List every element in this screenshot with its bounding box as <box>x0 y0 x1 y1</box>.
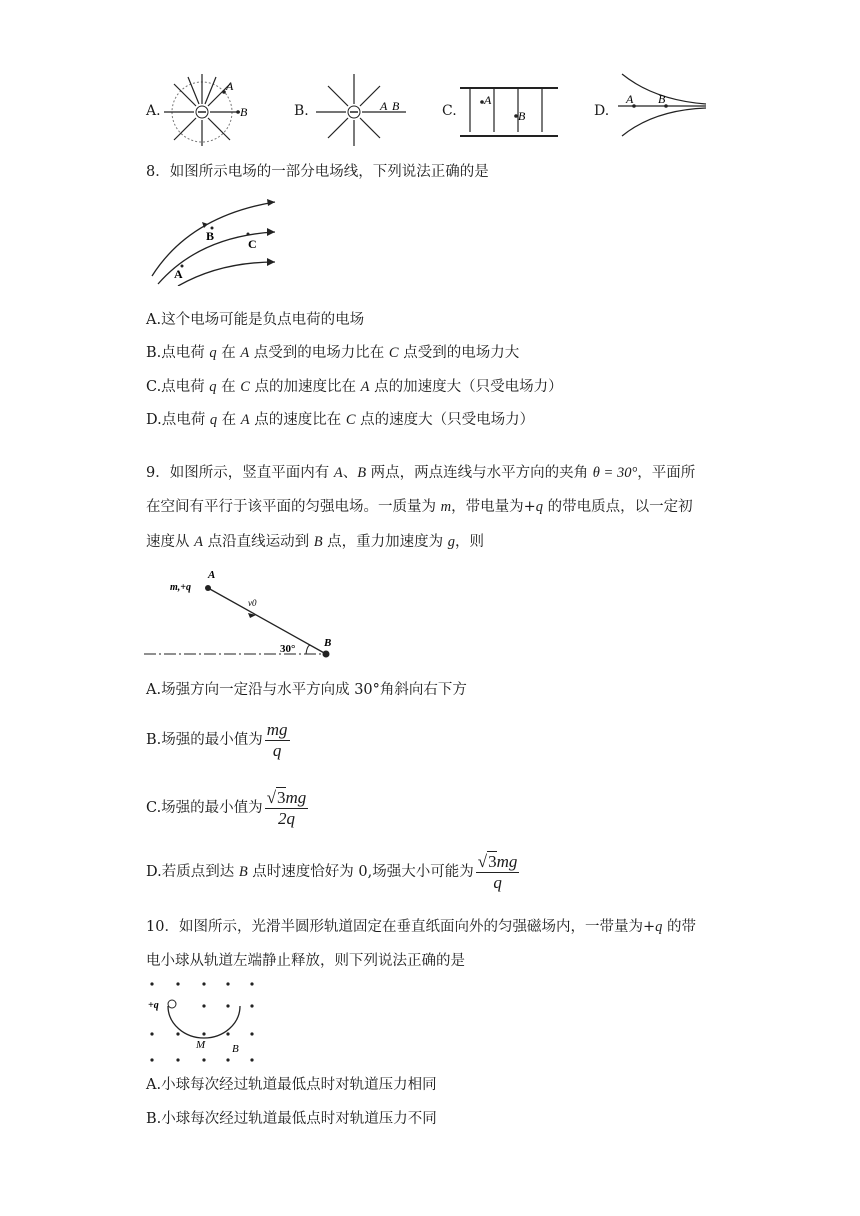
q7-figure-c <box>460 86 560 140</box>
q7-b-point-a: A <box>380 99 388 113</box>
q7-option-row <box>0 60 860 150</box>
q7-b-point-b: B <box>392 99 400 113</box>
q9-option-d: D.若质点到达 B 点时速度恰好为 0,场强大小可能为 $\frac{√3mg}{q}$ <box>146 851 518 892</box>
q9-option-a: A.场强方向一定沿与水平方向成 30°角斜向右下方 <box>146 682 467 698</box>
q9-label-angle: 30° <box>280 643 296 655</box>
q8-option-a: A.这个电场可能是负点电荷的电场 <box>146 312 365 328</box>
q7-option-d-label: D. <box>594 103 610 119</box>
q10-stem-line-1: 10．如图所示，光滑半圆形轨道固定在垂直纸面向外的匀强磁场内，一带量为+q 的带 <box>146 919 696 935</box>
q9-option-c: C.场强的最小值为 $\frac{√3mg}{2q}$ <box>146 787 307 828</box>
q8-label-c: C <box>248 237 257 251</box>
q9-option-c-fraction: $\frac{√3mg}{2q}$ <box>266 787 307 828</box>
q10-label-m: M <box>196 1039 206 1051</box>
q7-figure-b <box>314 70 410 146</box>
q8-option-c: C.点电荷 q 在 C 点的加速度比在 A 点的加速度大（只受电场力） <box>146 379 563 395</box>
q8-label-b: B <box>206 229 215 243</box>
q7-c-point-a: A <box>484 93 492 107</box>
q9-label-mass: m,+q <box>170 582 191 593</box>
q7-a-point-a: A <box>226 79 234 93</box>
q8-stem: 8．如图所示电场的一部分电场线，下列说法正确的是 <box>146 164 489 180</box>
q9-label-a: A <box>208 569 216 581</box>
q8-option-b: B.点电荷 q 在 A 点受到的电场力比在 C 点受到的电场力大 <box>146 345 520 361</box>
q7-c-point-b: B <box>518 109 526 123</box>
q9-incline-figure <box>144 566 344 662</box>
q7-a-point-b: B <box>240 105 248 119</box>
q10-label-charge: +q <box>148 1000 159 1011</box>
q9-stem-line-2: 在空间有平行于该平面的匀强电场。一质量为 m，带电量为+q 的带电质点，以一定初 <box>146 499 693 515</box>
q9-label-v0: v0 <box>248 598 257 608</box>
q9-option-d-fraction: $\frac{√3mg}{q}$ <box>477 851 518 892</box>
q7-d-point-b: B <box>658 92 666 106</box>
q9-stem-line-1: 9．如图所示，竖直平面内有 A、B 两点，两点连线与水平方向的夹角 θ = 30°，平面所 <box>146 465 696 481</box>
q7-option-a-label: A. <box>146 103 161 119</box>
q8-option-d: D.点电荷 q 在 A 点的速度比在 C 点的速度大（只受电场力） <box>146 412 535 428</box>
q7-option-b-label: B. <box>294 103 309 119</box>
q10-label-b: B <box>232 1043 239 1055</box>
q10-option-a: A.小球每次经过轨道最低点时对轨道压力相同 <box>146 1077 437 1093</box>
q9-option-b-fraction: $\frac{mg}{q}$ <box>266 719 288 760</box>
q7-figure-d <box>614 70 710 140</box>
q9-stem-line-3: 速度从 A 点沿直线运动到 B 点，重力加速度为 g，则 <box>146 534 485 550</box>
q9-option-b: B.场强的最小值为 $\frac{mg}{q}$ <box>146 719 288 760</box>
q8-field-lines-figure <box>150 196 290 286</box>
q9-label-b: B <box>324 637 332 649</box>
q7-option-c-label: C. <box>442 103 457 119</box>
q10-option-b: B.小球每次经过轨道最低点时对轨道压力不同 <box>146 1111 437 1127</box>
q10-magnetic-track-figure <box>144 978 264 1068</box>
q8-label-a: A <box>174 267 183 281</box>
q7-figure-a <box>162 70 252 146</box>
q7-d-point-a: A <box>626 92 634 106</box>
q10-stem-line-2: 电小球从轨道左端静止释放，则下列说法正确的是 <box>146 953 465 969</box>
